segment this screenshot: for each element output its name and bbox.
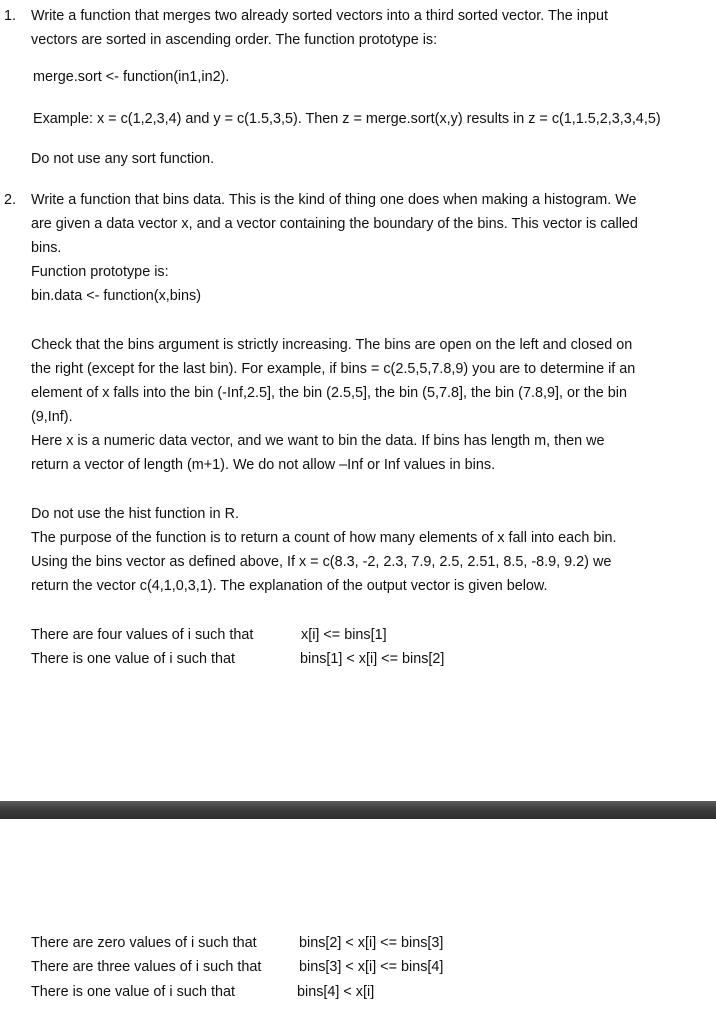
page-break-divider [0, 801, 716, 819]
question-2-check-line: element of x falls into the bin (-Inf,2.5], the bin (2.5,5], the bin (5,7.8], the bin (7.8,9], or the bin [31, 385, 627, 401]
question-2-intro-line: bins. [31, 240, 62, 256]
question-1-example: Example: x = c(1,2,3,4) and y = c(1.5,3,5). Then z = merge.sort(x,y) results in z = c(1,1.5,2,3,3,4,5) [33, 111, 661, 127]
question-2-check-line: Check that the bins argument is strictly increasing. The bins are open on the left and closed on [31, 337, 633, 353]
question-2-number: 2. [4, 192, 17, 208]
question-2-purpose-line: The purpose of the function is to return a count of how many elements of x fall into each bin. [31, 530, 617, 546]
question-2-prototype: bin.data <- function(x,bins) [31, 288, 201, 304]
question-2-purpose-line: Using the bins vector as defined above, If x = c(8.3, -2, 2.3, 7.9, 2.5, 2.51, 8.5, -8.9, 9.2) we [31, 554, 612, 570]
question-2-check-line: the right (except for the last bin). For example, if bins = c(2.5,5,7.8,9) you are to determine if an [31, 361, 636, 377]
question-2-check-line: Here x is a numeric data vector, and we want to bin the data. If bins has length m, then we [31, 433, 605, 449]
explanation-condition: bins[3] < x[i] <= bins[4] [299, 959, 444, 975]
explanation-text: There are zero values of i such that [31, 935, 257, 951]
question-2-intro-line: Write a function that bins data. This is the kind of thing one does when making a histogram. We [31, 192, 637, 208]
question-2-purpose-line: return the vector c(4,1,0,3,1). The explanation of the output vector is given below. [31, 578, 548, 594]
explanation-text: There is one value of i such that [31, 651, 235, 667]
question-1-note: Do not use any sort function. [31, 151, 215, 167]
explanation-text: There is one value of i such that [31, 984, 235, 1000]
question-2-check-line: return a vector of length (m+1). We do not allow –Inf or Inf values in bins. [31, 457, 496, 473]
explanation-condition: bins[1] < x[i] <= bins[2] [300, 651, 445, 667]
explanation-condition: bins[2] < x[i] <= bins[3] [299, 935, 444, 951]
question-1-number: 1. [4, 8, 17, 24]
question-1-prototype: merge.sort <- function(in1,in2). [33, 69, 230, 85]
explanation-condition: bins[4] < x[i] [297, 984, 375, 1000]
explanation-text: There are four values of i such that [31, 627, 254, 643]
question-1-line-1: Write a function that merges two already sorted vectors into a third sorted vector. The input [31, 8, 608, 24]
question-2-purpose-line: Do not use the hist function in R. [31, 506, 239, 522]
question-1-line-2: vectors are sorted in ascending order. The function prototype is: [31, 32, 438, 48]
question-2-intro-line: are given a data vector x, and a vector containing the boundary of the bins. This vector is called [31, 216, 638, 232]
question-2-check-line: (9,Inf). [31, 409, 73, 425]
question-2-prototype-label: Function prototype is: [31, 264, 169, 280]
explanation-text: There are three values of i such that [31, 959, 262, 975]
explanation-condition: x[i] <= bins[1] [301, 627, 387, 643]
